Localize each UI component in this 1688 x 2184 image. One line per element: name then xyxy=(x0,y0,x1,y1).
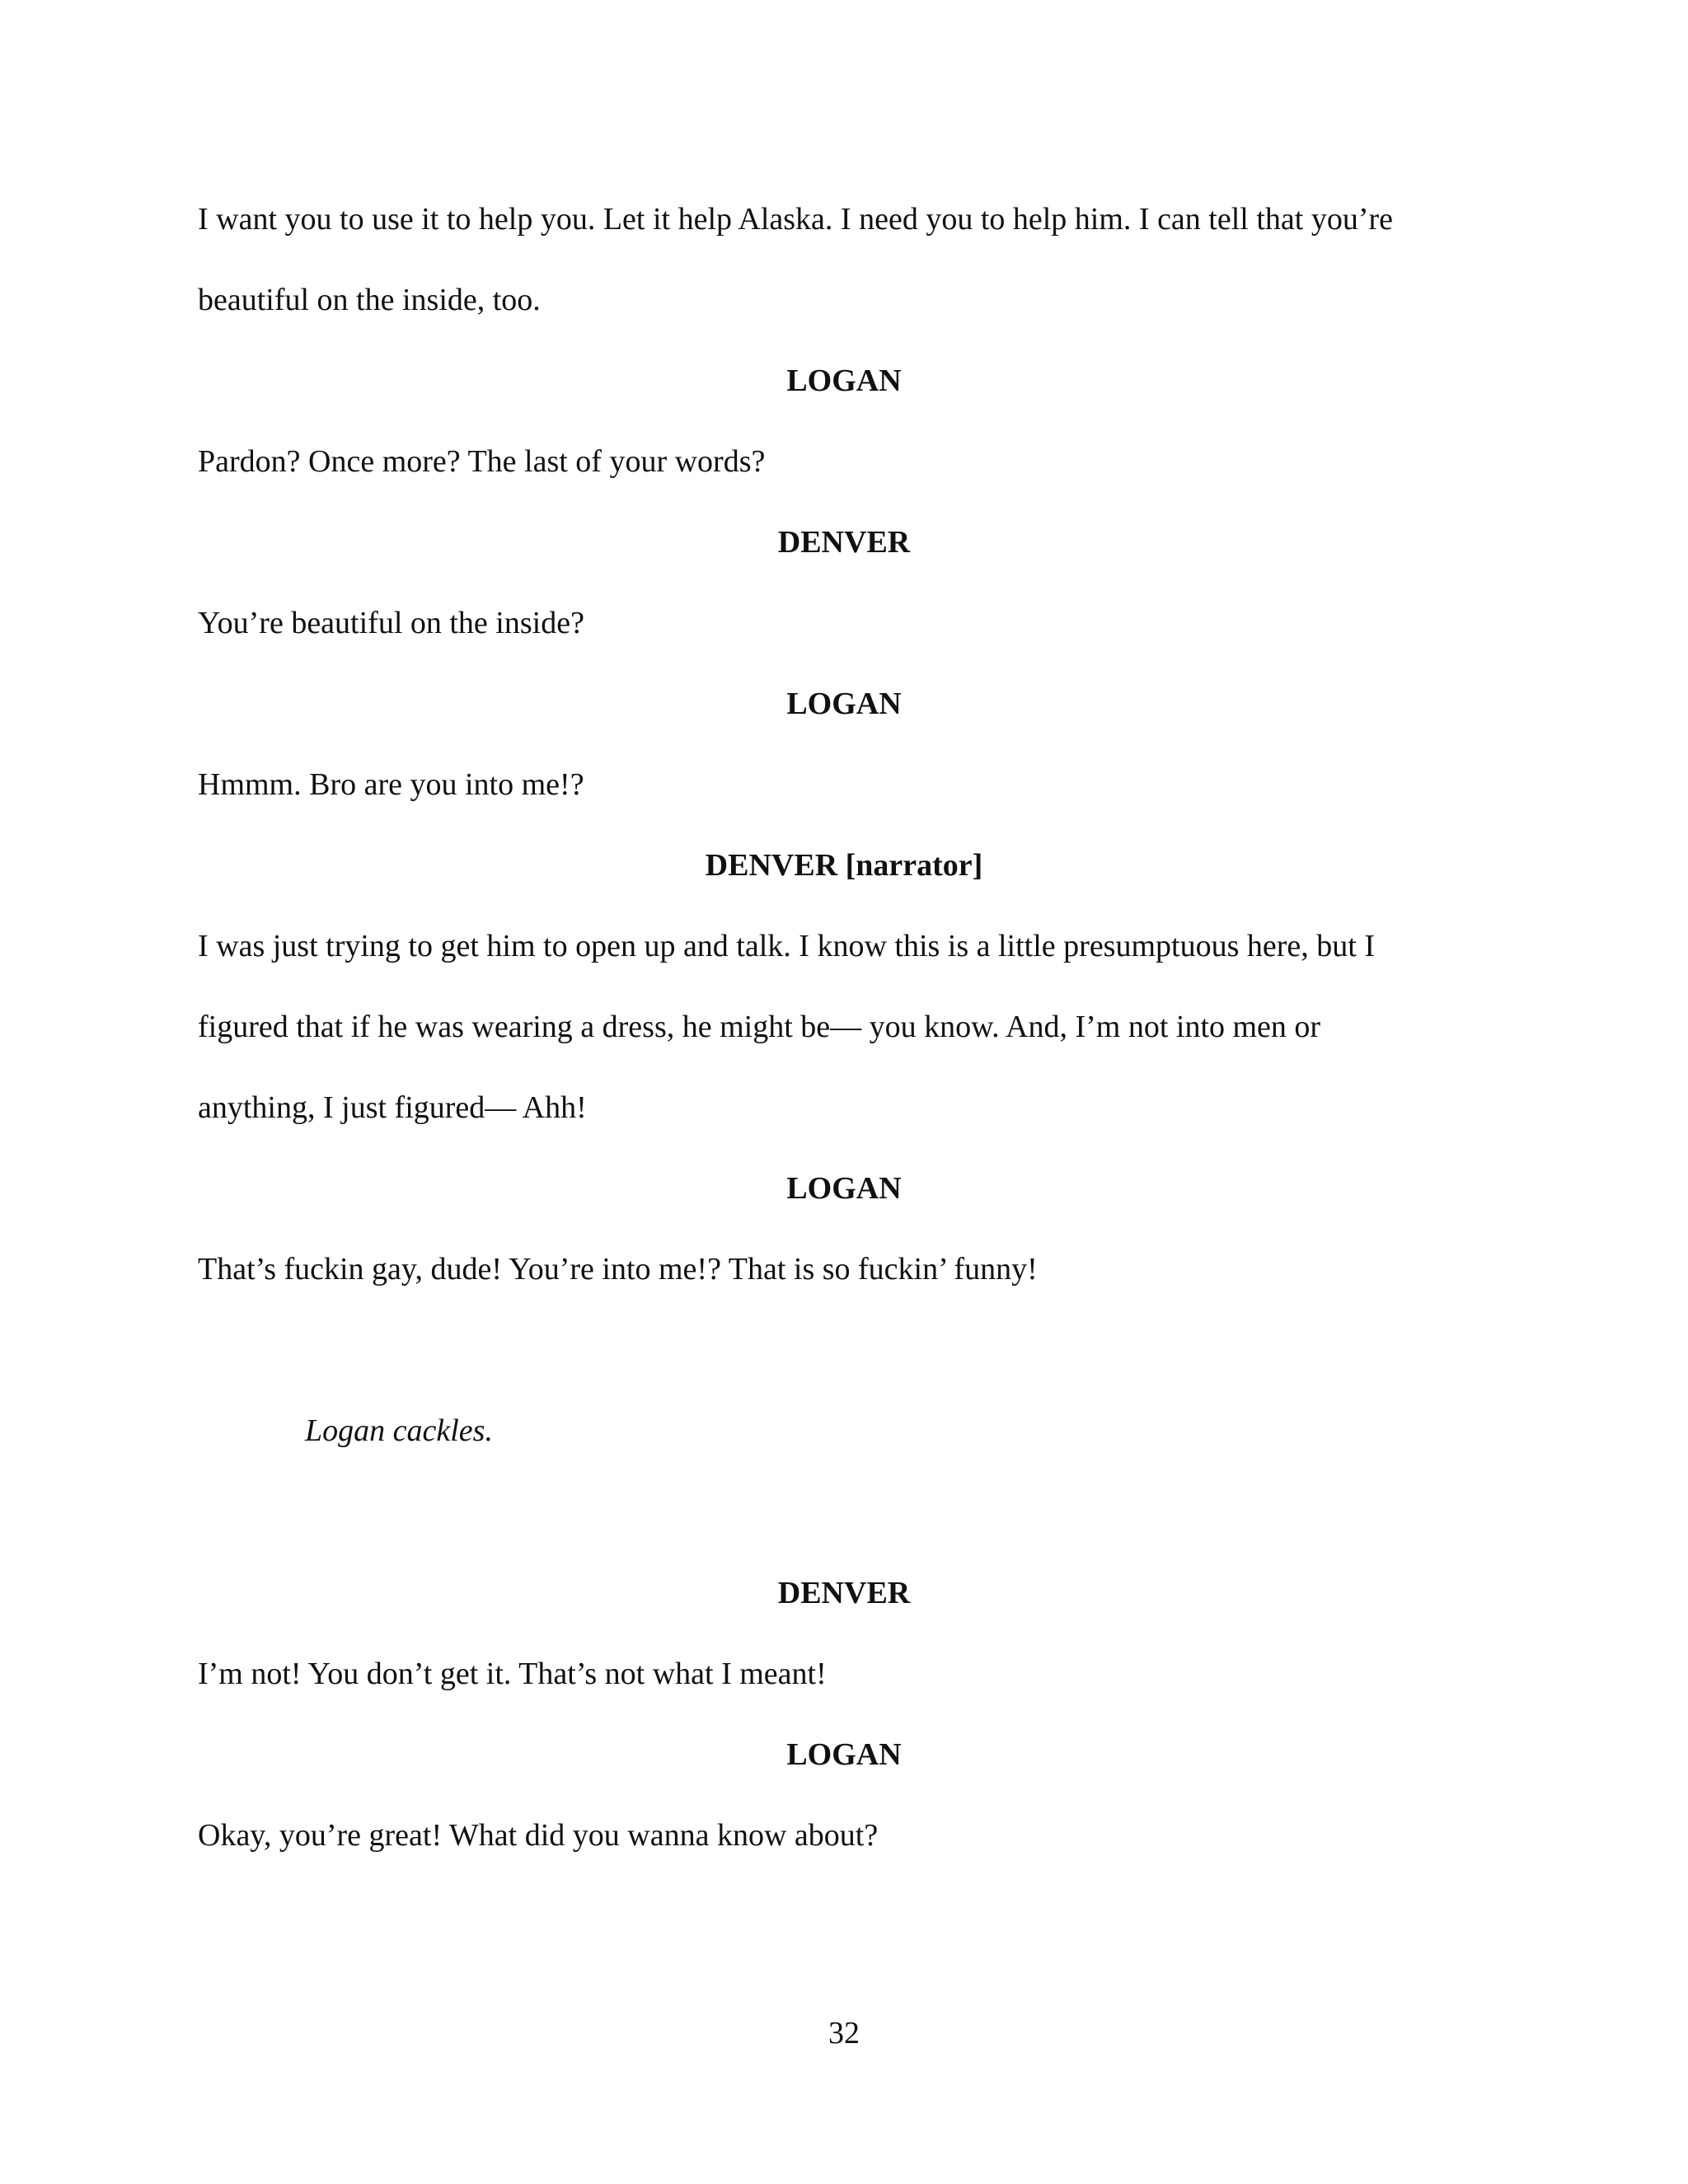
stage-direction: Logan cackles. xyxy=(305,1413,493,1448)
dialogue-line: That’s fuckin gay, dude! You’re into me!? That is so fuckin’ funny! xyxy=(198,1252,1038,1286)
dialogue-line: Hmmm. Bro are you into me!? xyxy=(198,767,584,802)
dialogue-line: beautiful on the inside, too. xyxy=(198,283,541,317)
dialogue-line: Okay, you’re great! What did you wanna know about? xyxy=(198,1818,879,1853)
dialogue-line: You’re beautiful on the inside? xyxy=(198,606,584,640)
page-number: 32 xyxy=(828,2016,860,2050)
dialogue-line: anything, I just figured— Ahh! xyxy=(198,1090,587,1125)
dialogue-line: I was just trying to get him to open up and talk. I know this is a little presumptuous here, but I xyxy=(198,929,1375,963)
speaker-name: LOGAN xyxy=(786,687,902,721)
dialogue-line: I want you to use it to help you. Let it help Alaska. I need you to help him. I can tell that you’re xyxy=(198,202,1393,237)
speaker-name: DENVER [narrator] xyxy=(705,848,983,883)
dialogue-line: figured that if he was wearing a dress, he might be— you know. And, I’m not into men or xyxy=(198,1010,1321,1044)
speaker-name: DENVER xyxy=(777,1576,911,1610)
speaker-name: DENVER xyxy=(777,525,911,560)
dialogue-line: Pardon? Once more? The last of your words? xyxy=(198,444,766,479)
speaker-name: LOGAN xyxy=(786,363,902,398)
speaker-name: LOGAN xyxy=(786,1171,902,1206)
dialogue-line: I’m not! You don’t get it. That’s not what I meant! xyxy=(198,1657,827,1691)
speaker-name: LOGAN xyxy=(786,1737,902,1772)
